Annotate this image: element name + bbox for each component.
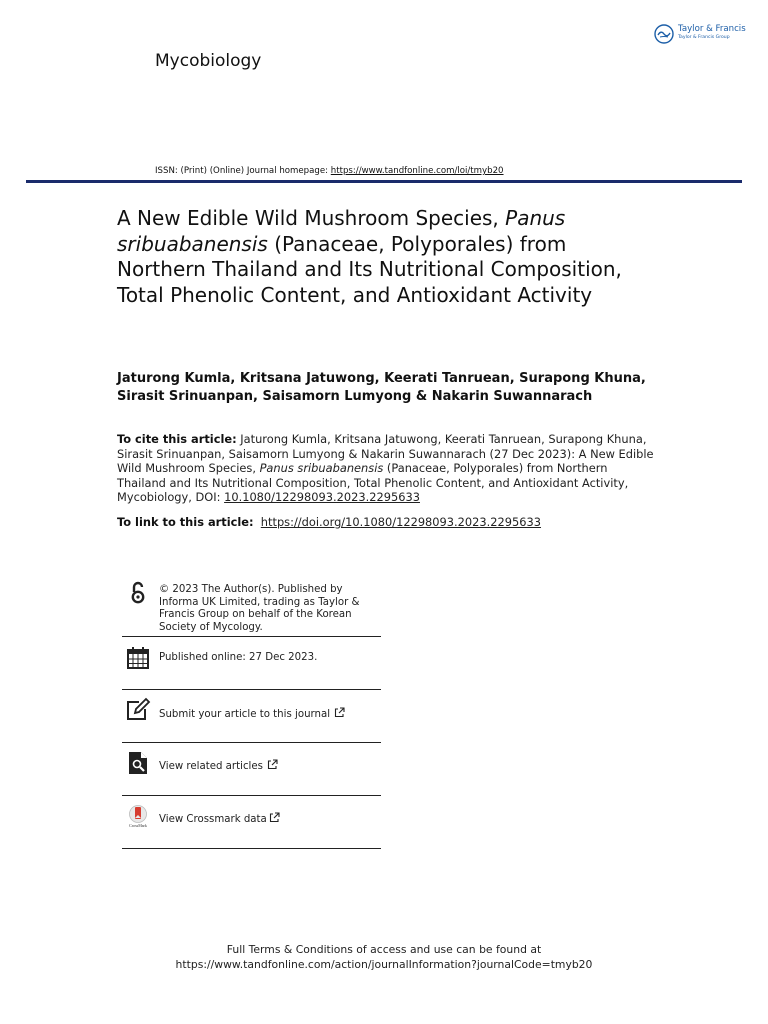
article-doi-url[interactable]: https://doi.org/10.1080/12298093.2023.2295633	[260, 515, 542, 529]
submit-article-link[interactable]	[159, 707, 381, 722]
box-divider	[122, 742, 381, 743]
taylor-francis-logo-icon	[654, 24, 674, 44]
crossmark-icon-label: CrossMark	[129, 823, 147, 828]
crossmark-label: View Crossmark data	[159, 814, 267, 825]
calendar-icon	[125, 645, 151, 671]
title-species: Panus sribuabanensis	[117, 206, 566, 256]
cite-species: Panus sribuabanensis	[259, 461, 384, 476]
cite-label: To cite this article:	[117, 432, 237, 446]
title-part1: A New Edible Wild Mushroom Species,	[117, 206, 506, 230]
article-authors: Jaturong Kumla, Kritsana Jatuwong, Keerati Tanruean, Surapong Khuna, Sirasit Srinuanpan, Saisamorn Lumyong & Nakarin Suwannarach	[117, 371, 646, 404]
publisher-name: Taylor & Francis	[678, 24, 746, 34]
article-info-box	[122, 578, 381, 850]
box-divider	[122, 848, 381, 849]
cite-text-part2: (Panaceae, Polyporales) from Northern Thailand and Its Nutritional Composition, Total Phenolic Content, and Antioxidant Activity, Mycobiology, DOI:	[117, 461, 629, 505]
box-divider	[122, 795, 381, 796]
journal-name: Mycobiology	[155, 51, 262, 71]
publisher-logo[interactable]	[654, 22, 746, 48]
header-rule	[26, 180, 742, 183]
footer-line1: Full Terms & Conditions of access and use can be found at	[226, 943, 542, 956]
crossmark-graphic	[125, 804, 151, 824]
published-date: Published online: 27 Dec 2023.	[159, 652, 318, 663]
citation-block	[117, 432, 657, 505]
link-label: To link to this article:	[117, 515, 254, 529]
edit-icon	[125, 697, 151, 723]
cite-text-part1: Jaturong Kumla, Kritsana Jatuwong, Keerati Tanruean, Surapong Khuna, Sirasit Srinuanpan, Saisamorn Lumyong & Nakarin Suwannarach (27 Dec 2023): A New Edible Wild Mushroom Species,	[117, 432, 654, 476]
box-divider	[122, 636, 381, 637]
related-articles-label: View related articles	[159, 761, 263, 772]
issn-text: ISSN: (Print) (Online) Journal homepage:	[155, 166, 331, 176]
crossmark-icon	[125, 804, 151, 830]
search-document-icon	[125, 750, 151, 776]
open-access-icon	[125, 580, 151, 606]
footer-terms-url[interactable]: https://www.tandfonline.com/action/journalInformation?journalCode=tmyb20	[175, 958, 593, 971]
box-divider	[122, 689, 381, 690]
cite-doi-link[interactable]: 10.1080/12298093.2023.2295633	[224, 490, 420, 505]
article-title	[117, 206, 627, 308]
submit-article-label: Submit your article to this journal	[159, 709, 331, 720]
issn-line	[155, 166, 504, 176]
title-part2: (Panaceae, Polyporales) from Northern Thailand and Its Nutritional Composition, Total Phenolic Content, and Antioxidant Activity	[117, 231, 622, 307]
related-articles-link[interactable]	[159, 759, 381, 774]
external-link-icon	[269, 812, 280, 823]
publisher-group: Taylor & Francis Group	[678, 35, 730, 40]
external-link-icon	[267, 759, 278, 770]
external-link-icon	[334, 707, 345, 718]
article-link-line	[117, 515, 677, 529]
crossmark-link[interactable]	[159, 812, 381, 827]
journal-homepage-link[interactable]: https://www.tandfonline.com/loi/tmyb20	[330, 166, 504, 176]
copyright-text: © 2023 The Author(s). Published by Informa UK Limited, trading as Taylor & Francis Group on behalf of the Korean Society of Mycology.	[159, 584, 360, 633]
terms-footer	[0, 942, 768, 972]
